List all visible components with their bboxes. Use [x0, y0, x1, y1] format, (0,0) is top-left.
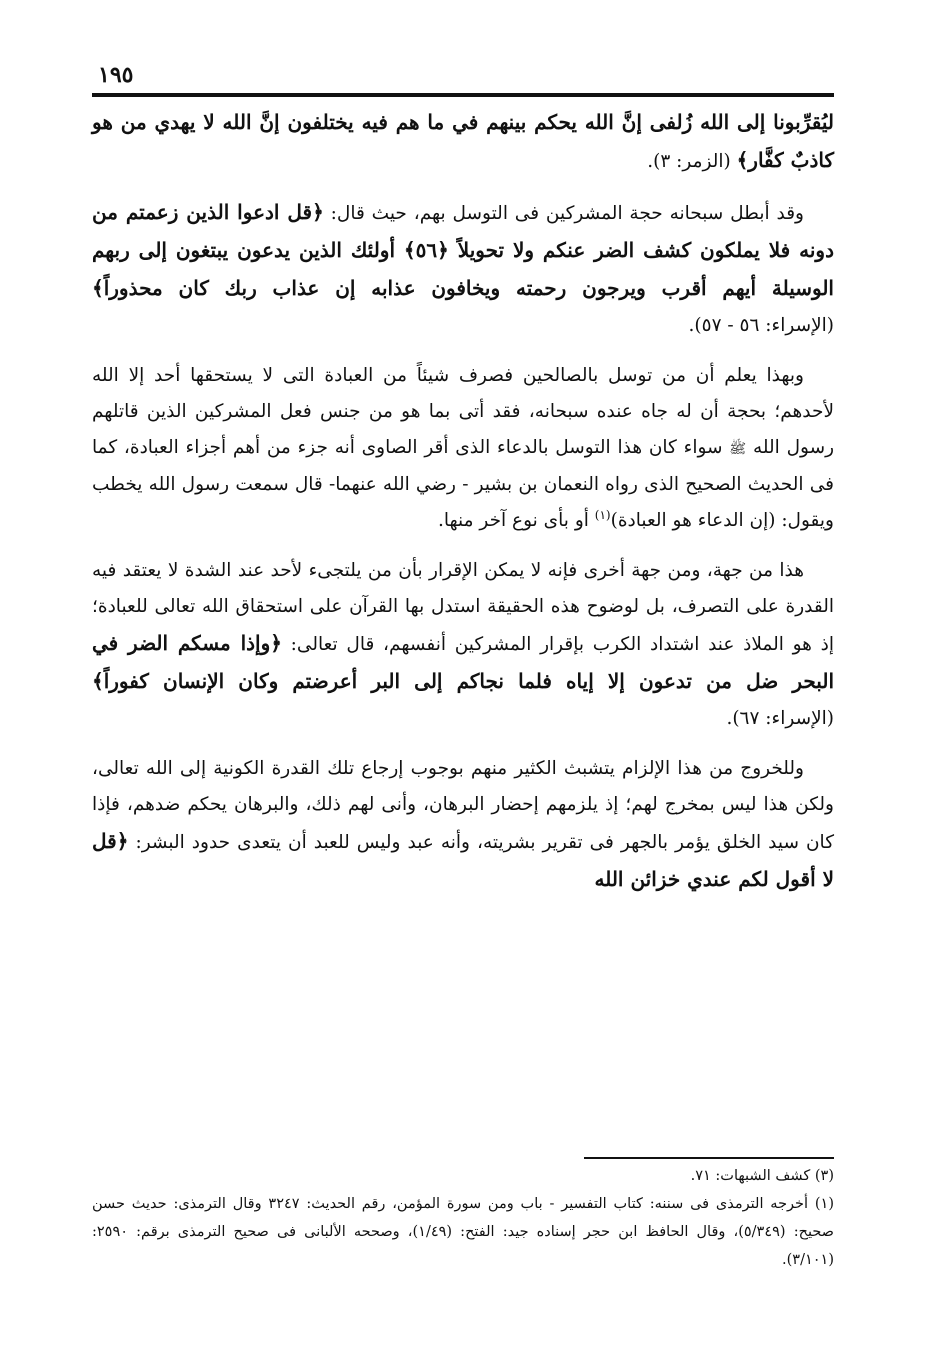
- paragraph: [92, 751, 834, 899]
- page-number: ١٩٥: [98, 62, 134, 88]
- verse-reference: (الزمر: ٣).: [647, 151, 737, 172]
- header-rule: [92, 93, 834, 97]
- text-run: ﷺ: [729, 441, 747, 457]
- paragraph: [92, 194, 834, 344]
- quran-verse: ﴿وإذا مسكم الضر في البحر ضل من تدعون إلا إياه فلما نجاكم إلى البر أعرضتم وكان الإنسان كفوراً﴾: [92, 631, 834, 693]
- footnote: (٣) كشف الشبهات: ٧١.: [690, 1168, 834, 1184]
- text-run: أو بأى نوع آخر منها.: [437, 510, 595, 531]
- quran-verse: ﴿قل لا أقول لكم عندي خزائن الله: [92, 829, 834, 891]
- verse-reference: (الإسراء: ٥٦ - ٥٧).: [688, 315, 834, 336]
- footnotes: [92, 1162, 834, 1274]
- footnote: (١) أخرجه الترمذى فى سننه: كتاب التفسير - باب ومن سورة المؤمن، رقم الحديث: ٣٢٤٧ وقال الترمذى: حديث حسن صحيح: (٥/٣٤٩)، وقال الحافظ ابن حجر إسناده جيد: الفتح: (١/٤٩)، وصححه الألبانى فى صحيح الترمذى برقم: ٢٥٩٠: (٣/١٠١).: [92, 1196, 834, 1268]
- footnote-rule: [584, 1157, 834, 1159]
- text-run: هذا من جهة، ومن جهة أخرى فإنه لا يمكن الإقرار بأن من يلتجىء لأحد عند الشدة لا يعتقد فيه القدرة على التصرف، بل لوضوح هذه الحقيقة استدل بها القرآن على استحقاق الله تعالى للعبادة؛ إذ هو الملاذ عند اشتداد الكرب بإقرار المشركين أنفسهم، قال تعالى:: [92, 560, 834, 655]
- verse-reference: (الإسراء: ٦٧).: [726, 708, 834, 729]
- text-run: وقد أبطل سبحانه حجة المشركين فى التوسل بهم، حيث قال:: [323, 203, 804, 224]
- paragraph: [92, 553, 834, 737]
- text-run: وبهذا يعلم أن من توسل بالصالحين فصرف شيئاً من العبادة التى لا يستحقها أحد إلا الله لأحدهم؛ بحجة أن له جاه عنده سبحانه، فقد أتى بما هو من جنس فعل المشركين الذين قاتلهم رسول الله: [92, 365, 834, 458]
- footnote-marker[interactable]: (١): [594, 507, 611, 522]
- paragraph: [92, 104, 834, 180]
- text-run: سواء كان هذا التوسل بالدعاء الذى أقر الصاوى أنه جزء من أهم أجزاء العبادة، كما فى الحديث الصحيح الذى رواه النعمان بن بشير - رضي الله عنهما- قال سمعت رسول الله يخطب ويقول: (إن الدعاء هو العبادة): [92, 437, 834, 531]
- paragraph: [92, 358, 834, 539]
- quran-verse: ليُقرِّبونا إلى الله زُلفى إنَّ الله يحكم بينهم في ما هم فيه يختلفون إنَّ الله لا يهدي من هو كاذبٌ كفَّار﴾: [92, 110, 834, 172]
- quran-verse: ﴿قل ادعوا الذين زعمتم من دونه فلا يملكون كشف الضر عنكم ولا تحويلاً ﴿٥٦﴾ أولئك الذين يدعون يبتغون إلى ربهم الوسيلة أيهم أقرب ويرجون رحمته ويخافون عذابه إن عذاب ربك كان محذوراً﴾: [92, 200, 834, 300]
- text-run: وللخروج من هذا الإلزام يتشبث الكثير منهم بوجوب إرجاع تلك القدرة الكونية إلى الله تعالى، ولكن هذا ليس بمخرج لهم؛ إذ يلزمهم إحضار البرهان، وأنى لهم ذلك، والبرهان يحكم ضدهم، فإذا كان سيد الخلق يؤمر بالجهر فى تقرير بشريته، وأنه عبد وليس للعبد أن يتعدى حدود البشر:: [92, 758, 834, 853]
- main-text: [92, 104, 834, 913]
